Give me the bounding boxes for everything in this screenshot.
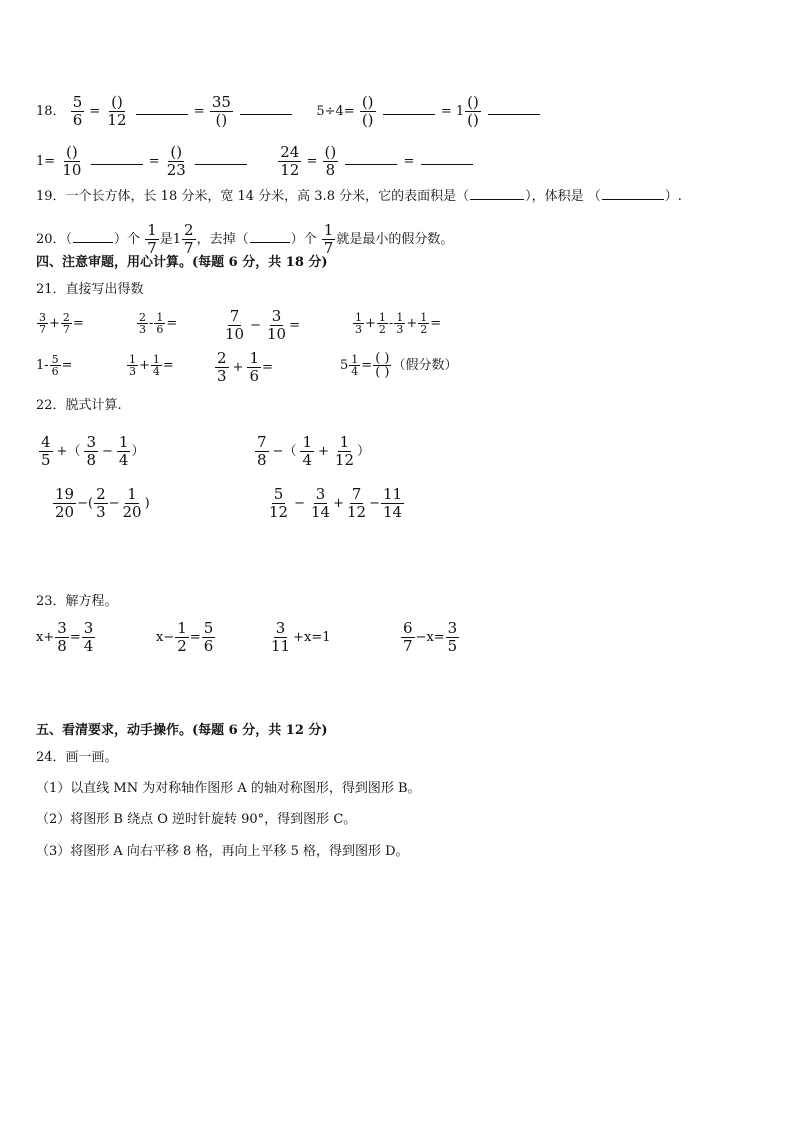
mixed-whole: 1 (172, 232, 182, 247)
fraction: $\frac{5}{6}$ (72, 93, 83, 129)
q21-expr: 1- $\frac{5}{6}$ = (36, 353, 73, 378)
q22-expr: $\frac{19}{20}$ −( $\frac{2}{3}$ − $\frac{1}{20}$ ) (55, 485, 150, 521)
question-number: 18． (36, 104, 66, 119)
answer-blank[interactable] (195, 163, 247, 165)
fraction: $\frac{1}{7}$ (323, 221, 334, 257)
fraction: $\frac{()}{23}$ (166, 143, 186, 179)
q21-expr: $\frac{1}{3}$ + $\frac{1}{4}$ = (129, 353, 174, 378)
section-heading: 四、注意审题，用心计算。(每题 6 分，共 18 分) (36, 255, 328, 270)
question-text: ）个 (290, 232, 317, 247)
mixed-whole: 1 (455, 104, 465, 119)
question-text: 20．（ (36, 232, 73, 247)
q18-row2 (36, 144, 475, 179)
q21-expr: $\frac{1}{3}$ + $\frac{1}{2}$ - $\frac{1}{3}$ + $\frac{1}{2}$ = (355, 311, 442, 336)
equals-sign: = (306, 154, 318, 169)
q21-expr: $\frac{2}{3}$ - $\frac{1}{6}$ = (139, 311, 178, 336)
fraction: $\frac{2}{7}$ (184, 221, 194, 257)
q20 (36, 222, 453, 257)
fraction: $\frac{()}{12}$ (107, 93, 127, 129)
fraction: $\frac{()}{8}$ (324, 143, 337, 179)
question-title: 22．脱式计算. (36, 398, 122, 413)
answer-blank[interactable] (250, 230, 290, 243)
equals-sign: = (403, 154, 415, 169)
question-text: ）个 (114, 232, 141, 247)
answer-blank[interactable] (345, 163, 397, 165)
answer-blank[interactable] (91, 163, 143, 165)
q23-equation: $\frac{6}{7}$ −x= $\frac{3}{5}$ (403, 619, 458, 655)
q18-row1 (36, 94, 542, 129)
question-title: 21．直接写出得数 (36, 282, 144, 297)
equals-sign: = (193, 104, 205, 119)
q21-expr: $\frac{2}{3}$ + $\frac{1}{6}$ = (217, 349, 273, 385)
answer-blank[interactable] (602, 187, 664, 200)
fraction: $\frac{()}{()}$ (467, 93, 479, 129)
fraction: $\frac{24}{12}$ (280, 143, 300, 179)
fraction: $\frac{()}{()}$ (361, 93, 374, 129)
answer-blank[interactable] (421, 163, 473, 165)
instruction-step: （1）以直线 MN 为对称轴作图形 A 的轴对称图形，得到图形 B。 (36, 781, 421, 796)
q23-equation: x− $\frac{1}{2}$ = $\frac{5}{6}$ (156, 619, 214, 655)
fraction: $\frac{35}{()}$ (211, 93, 231, 129)
answer-blank[interactable] (383, 113, 435, 115)
answer-blank[interactable] (470, 187, 524, 200)
q22-expr: $\frac{4}{5}$ +（ $\frac{3}{8}$ − $\frac{1}{4}$ ） (41, 433, 145, 469)
equals-sign: = (148, 154, 160, 169)
q21-expr: $\frac{7}{10}$ − $\frac{3}{10}$ = (225, 307, 300, 343)
question-text: ），体积是 （ (525, 189, 601, 204)
q21-expr: 5 $\frac{1}{4}$ = $\frac{( )}{( )}$ （假分数） (340, 351, 458, 380)
section-heading: 五、看清要求，动手操作。(每题 6 分，共 12 分) (36, 723, 328, 738)
question-text: 19．一个长方体，长 18 分米，宽 14 分米，高 3.8 分米，它的表面积是（ (36, 189, 470, 204)
equals-sign: = (440, 104, 452, 119)
instruction-step: （2）将图形 B 绕点 O 逆时针旋转 90°，得到图形 C。 (36, 812, 357, 827)
answer-blank[interactable] (73, 230, 113, 243)
instruction-step: （3）将图形 A 向右平移 8 格，再向上平移 5 格，得到图形 D。 (36, 844, 409, 859)
question-text: ，去掉（ (196, 232, 249, 247)
q19 (36, 187, 682, 206)
q23-equation: $\frac{3}{11}$ +x=1 (271, 619, 331, 655)
fraction: $\frac{()}{10}$ (62, 143, 82, 179)
answer-blank[interactable] (240, 113, 292, 115)
q21-expr: $\frac{3}{7}$ + $\frac{2}{7}$ = (39, 311, 84, 336)
answer-blank[interactable] (136, 113, 188, 115)
q23-equation: x+ $\frac{3}{8}$ = $\frac{3}{4}$ (36, 619, 94, 655)
expression-text: 5÷4= (316, 104, 355, 119)
fraction: $\frac{1}{7}$ (147, 221, 157, 257)
question-title: 24．画一画。 (36, 750, 118, 765)
question-text: 是 (159, 232, 173, 247)
question-text: ）. (664, 189, 682, 204)
q22-expr: $\frac{7}{8}$ −（ $\frac{1}{4}$ + $\frac{1}{12}$ ） (257, 433, 371, 469)
q22-expr: $\frac{5}{12}$ − $\frac{3}{14}$ + $\frac{7}{12}$ − $\frac{11}{14}$ (269, 485, 403, 521)
equals-sign: = (89, 104, 101, 119)
expression-text: 1= (36, 154, 56, 169)
question-title: 23．解方程。 (36, 594, 118, 609)
question-text: 就是最小的假分数。 (336, 232, 454, 247)
answer-blank[interactable] (488, 113, 540, 115)
